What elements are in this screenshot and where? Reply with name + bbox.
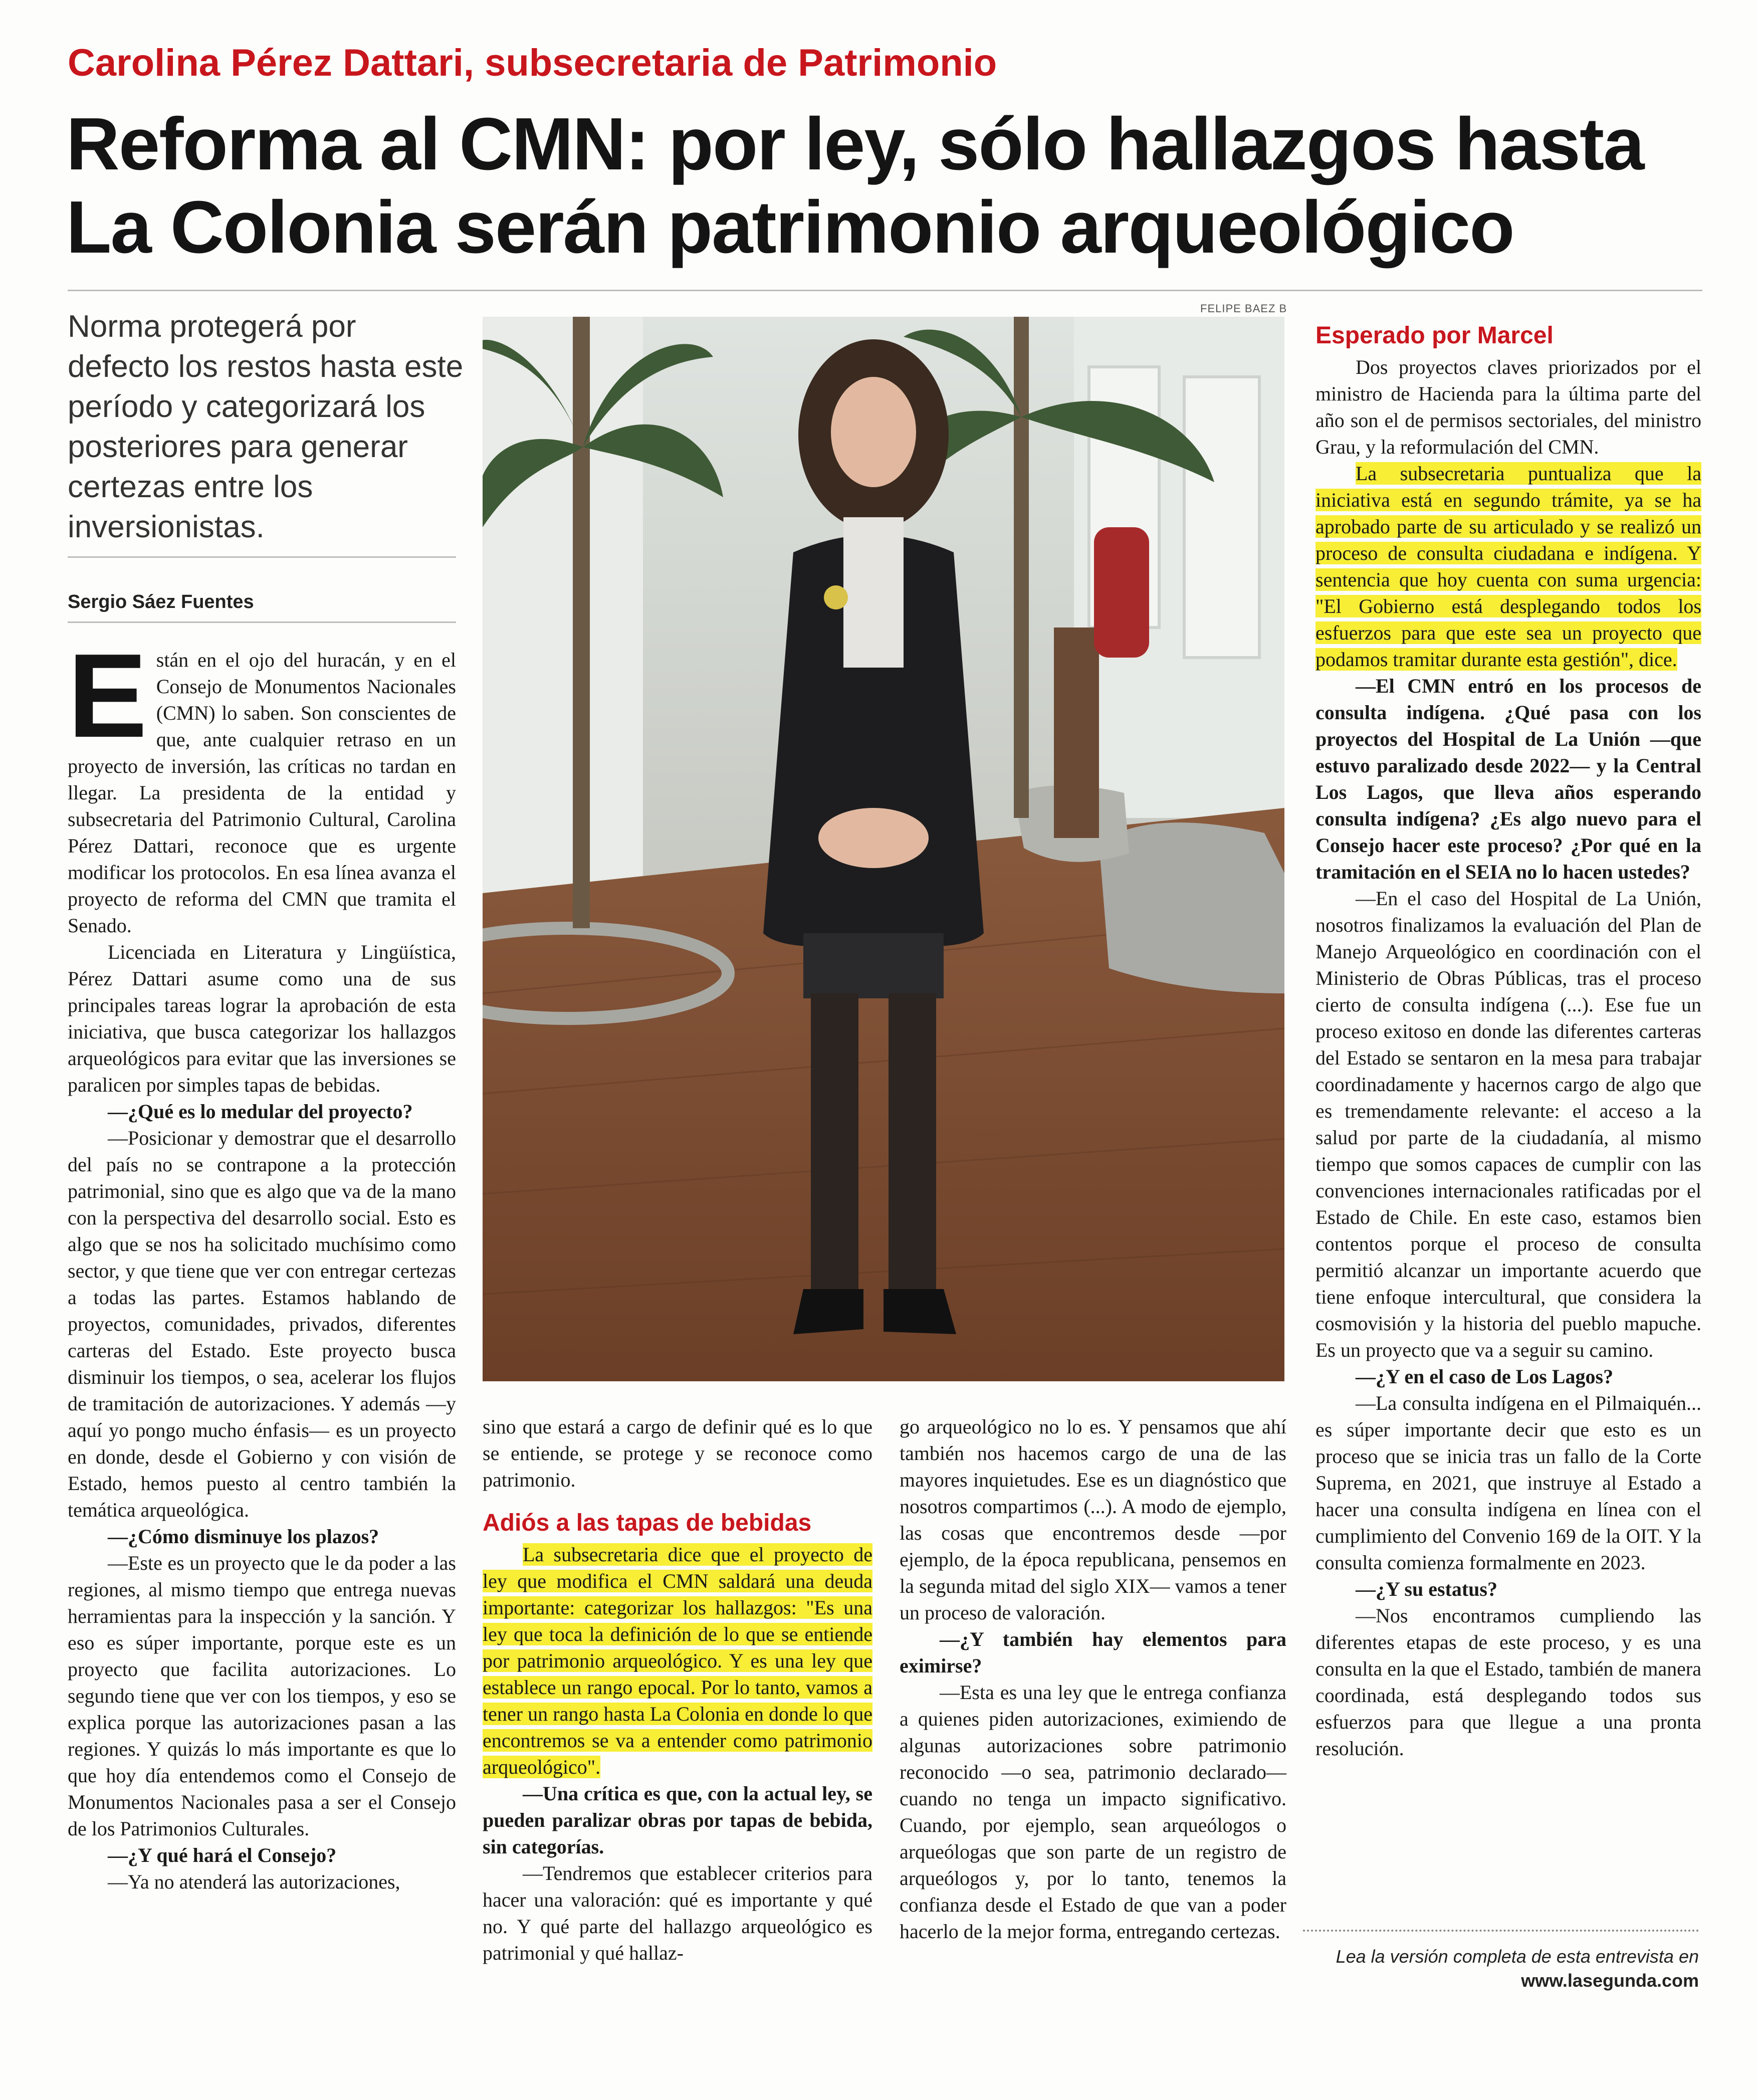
answer: —Nos encontramos cumpliendo las diferentes etapas de este proceso, y es una consulta en la que el Estado, también de manera coordinada, está desplegando todos sus esfuerzos para que llegue a una pronta resolución. xyxy=(1315,1604,1701,1760)
answer: —Tendremos que establecer criterios para hacer una valoración: qué es importante y qué no. Y qué parte del hallazgo arqueológico es patrimonial y qué hallaz- xyxy=(483,1862,872,1964)
drop-cap: E xyxy=(68,629,147,762)
kicker: Carolina Pérez Dattari, subsecretaria de Patrimonio xyxy=(68,42,997,84)
question: —¿Cómo disminuye los plazos? xyxy=(108,1525,379,1548)
question: —El CMN entró en los procesos de consulta indígena. ¿Qué pasa con los proyectos del Hospital de La Unión —que estuvo paralizado desde 2022— y la Central Los Lagos, que lleva años esperando consulta indígena? ¿Es algo nuevo para el Consejo hacer este proceso? ¿Por qué en la tramitación en el SEIA no lo hacen ustedes? xyxy=(1315,675,1701,883)
paragraph: Licenciada en Literatura y Lingüística, Pérez Dattari asume como una de sus principales tareas lograr la aprobación de esta iniciativa, que busca categorizar los hallazgos arqueológicos para evitar que las inversiones se paralicen por simples tapas de bebidas. xyxy=(68,941,456,1096)
divider xyxy=(68,621,456,623)
subhead: Adiós a las tapas de bebidas xyxy=(483,1510,812,1536)
footer-note xyxy=(1303,1945,1699,1993)
answer: —En el caso del Hospital de La Unión, nosotros finalizamos la evaluación del Plan de Manejo Arqueológico en coordinación con el Ministerio de Obras Públicas, tras el proceso cierto de consulta indígena (...). Ese fue un proceso exitoso en donde las diferentes carteras del Estado se sentaron en la mesa para trabajar coordinadamente y hacernos cargo de algo que es tremendamente relevante: el acceso a la salud por parte de la ciudadanía, al mismo tiempo que somos capaces de cumplir con las convenciones internacionales ratificadas por el Estado de Chile. En este caso, estamos bien contentos porque el proceso de consulta permitió alcanzar un importante acuerdo que tiene enfoque intercultural, que considera la cosmovisión y la historia del pueblo mapuche. Es un proyecto que va a seguir su camino. xyxy=(1315,887,1701,1361)
question: —¿Y en el caso de Los Lagos? xyxy=(1356,1365,1614,1388)
answer: —La consulta indígena en el Pilmaiquén... es súper importante decir que esto es un proceso que se inicia tras un fallo de la Corte Suprema, en 2021, que instruye al Estado a hacer una consulta indígena en línea con el cumplimiento del Convenio 169 de la OIT. Y la consulta comienza formalmente en 2023. xyxy=(1315,1392,1701,1574)
question: —¿Y qué hará el Consejo? xyxy=(108,1844,337,1866)
column-1 xyxy=(68,629,456,1895)
paragraph: Dos proyectos claves priorizados por el ministro de Hacienda para la última parte del año son el de permisos sectoriales, del ministro Grau, y la reformulación del CMN. xyxy=(1315,356,1701,458)
photo-credit: FELIPE BAEZ B xyxy=(1200,302,1287,315)
column-4 xyxy=(1315,321,1701,1762)
answer: —Posicionar y demostrar que el desarrollo del país no se contrapone a la protección patrimonial, sino que es algo que va de la mano con la perspectiva del desarrollo social. Esto es algo que se nos ha solicitado muchísimo como sector, y que tiene que ver con entregar certezas a todas las partes. Estamos hablando de proyectos, comunidades, privados, diferentes carteras del Estado. Este proyecto busca disminuir los tiempos, o sea, acelerar los flujos de tramitación de autorizaciones. Y además —y aquí yo pongo mucho énfasis— es un proyecto en donde, desde el Gobierno y con visión de Estado, hemos puesto al centro también la temática arqueológica. xyxy=(68,1127,456,1521)
paragraph xyxy=(68,629,456,939)
highlight-text: La subsecretaria puntualiza que la iniciativa está en segundo trámite, ya se ha aprobado parte de su articulado y se realizó un proceso de consulta ciudadana e indígena. Y sentencia que hoy cuenta con suma urgencia: "El Gobierno está desplegando todos los esfuerzos para que este sea un proyecto que podamos tramitar durante esta gestión", dice. xyxy=(1315,462,1701,671)
highlight-text: La subsecretaria dice que el proyecto de ley que modifica el CMN saldará una deuda importante: categorizar los hallazgos: "Es una ley que toca la definición de lo que se entiende por patrimonio arqueológico. Y es una ley que establece un rango epocal. Por lo tanto, vamos a tener un rango hasta La Colonia en donde lo que encontremos se va a entender como patrimonio arqueológico". xyxy=(483,1543,872,1778)
footer-link[interactable]: www.lasegunda.com xyxy=(1521,1970,1699,1991)
column-3 xyxy=(900,1413,1286,1945)
question: —Una crítica es que, con la actual ley, se pueden paralizar obras por tapas de bebida, sin categorías. xyxy=(483,1782,872,1858)
divider xyxy=(68,290,1702,291)
divider xyxy=(1303,1930,1699,1932)
answer: —Esta es una ley que le entrega confianza a quienes piden autorizaciones, eximiendo de algunas autorizaciones sobre patrimonio reconocido —o sea, patrimonio declarado— cuando no tenga un impacto significativo. Cuando, por ejemplo, sean arqueólogos o arqueólogas que son parte de un registro de arqueólogos y, por lo tanto, tenemos la confianza desde el Estado de que van a poder hacerlo de la mejor forma, entregando certezas. xyxy=(900,1681,1286,1943)
answer: —Este es un proyecto que le da poder a las regiones, al mismo tiempo que entrega nuevas herramientas para la inspección y la sanción. Y eso es súper importante, porque este es un proyecto que facilita autorizaciones. Lo segundo tiene que ver con los tiempos, y eso se explica porque las autorizaciones pasan a las regiones. Y quizás lo más importante es que lo que hoy día entendemos como el Consejo de Monumentos Nacionales pasa a ser el Consejo de los Patrimonios Culturales. xyxy=(68,1552,456,1840)
paragraph-text: stán en el ojo del huracán, y en el Consejo de Monumentos Nacionales (CMN) lo saben. Son conscientes de que, ante cualquier retraso en un proyecto de inversión, las críticas no tardan en llegar. La presidenta de la entidad y subsecretaria del Patrimonio Cultural, Carolina Pérez Dattari, reconoce que es urgente modificar los protocolos. En esa línea avanza el proyecto de reforma del CMN que tramita el Senado. xyxy=(68,649,456,937)
paragraph: go arqueológico no lo es. Y pensamos que ahí también nos hacemos cargo de una de las mayores inquietudes. Ese es un diagnóstico que nosotros compartimos (...). A modo de ejemplo, las cosas que encontremos desde —por ejemplo, de la época republicana, pensemos en la segunda mitad del siglo XIX— vamos a tener un proceso de valoración. xyxy=(900,1415,1286,1624)
portrait-photo xyxy=(483,317,1284,1381)
headline: Reforma al CMN: por ley, sólo hallazgos hasta La Colonia serán patrimonio arqueológico xyxy=(66,103,1644,269)
column-2 xyxy=(483,1413,872,1966)
subhead: Esperado por Marcel xyxy=(1315,322,1554,349)
answer: —Ya no atenderá las autorizaciones, xyxy=(108,1870,400,1893)
paragraph: sino que estará a cargo de definir qué es lo que se entiende, se protege y se reconoce como patrimonio. xyxy=(483,1415,872,1491)
deck: Norma protegerá por defecto los restos hasta este período y categorizará los posteriores para generar certezas entre los inversionistas. xyxy=(68,309,464,544)
highlighted-paragraph xyxy=(1315,460,1701,673)
highlighted-paragraph xyxy=(483,1541,872,1780)
byline: Sergio Sáez Fuentes xyxy=(68,591,254,612)
question: —¿Y también hay elementos para eximirse? xyxy=(900,1628,1286,1677)
divider xyxy=(68,556,456,558)
question: —¿Qué es lo medular del proyecto? xyxy=(108,1100,413,1123)
footer-text: Lea la versión completa de esta entrevista en xyxy=(1336,1946,1699,1967)
question: —¿Y su estatus? xyxy=(1356,1578,1497,1600)
